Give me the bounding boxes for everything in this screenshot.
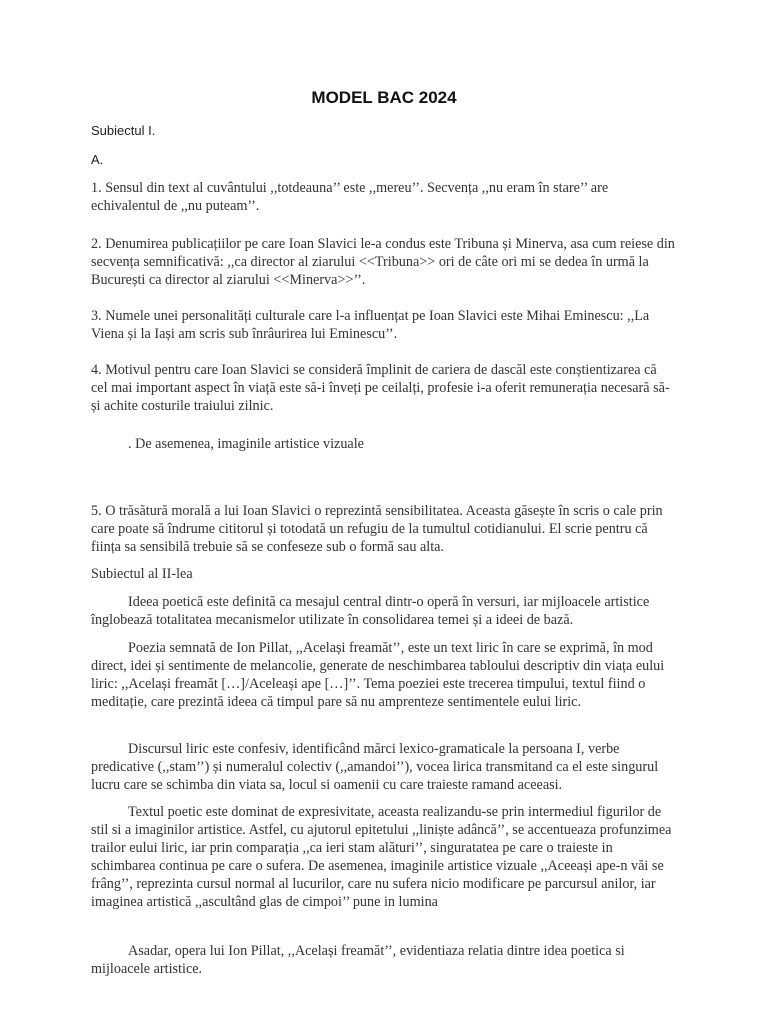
answer-item-2: 2. Denumirea publicațiilor pe care Ioan Slavici le-a condus este Tribuna și Minerva, asa cum reiese din secvența semnificativă: ,,ca director al ziarului <<Tribuna>> ori de câte ori mi se dedea în urmă la București ca director al ziarului <<Minerva>>’’. — [91, 236, 675, 288]
essay-paragraph-3: Discursul liric este confesiv, identificând mărci lexico-gramaticale la persoana I, verbe predicative (,,stam’’) și numeralul colectiv (,,amandoi’’), vocea lirica transmitand ca el este singurul lucru care se schimba din viata sa, locul si oamenii cu care traieste ramand aceeasi. — [91, 741, 659, 793]
essay-paragraph-1: Ideea poetică este definită ca mesajul central dintr-o operă în versuri, iar mijloacele artistice înglobează totalitatea mecanismelor utilizate în consolidarea temei și a ideei de bază. — [91, 594, 650, 628]
answer-item-3: 3. Numele unei personalități culturale care l-a influențat pe Ioan Slavici este Mihai Eminescu: ,,La Viena și la Iași am scris sub înrâurirea lui Eminescu’’. — [91, 308, 650, 342]
essay-paragraph-4: Textul poetic este dominat de expresivitate, aceasta realizandu-se prin intermediul figurilor de stil si a imaginilor artistice. Astfel, cu ajutorul epitetului ,,liniște adâncă’’, se accentueaza profunzimea trailor eului liric, iar prin comparația ,,ca ieri stam alături’’, singuratatea pe care o traieste in schimbarea continua pe care o sufera. De asemenea, imaginile artistice vizuale ,,Aceeași ape-n văi se frâng’’, reprezinta cursul normal al lucurilor, care nu sufera nicio modificare pe parcursul anilor, iar imaginea artistică ,,ascultând glas de cimpoi’’ pune in lumina — [91, 804, 672, 910]
subject-1-label: Subiectul I. — [91, 123, 156, 138]
essay-paragraph-2: Poezia semnată de Ion Pillat, ,,Același freamăt’’, este un text liric în care se exprimă, în mod direct, idei și sentimente de melancolie, generate de neschimbarea tabloului descriptiv din viața eului liric: ,,Același freamăt […]/Aceleași ape […]’’. Tema poeziei este trecerea timpului, textul fiind o meditație, care prezintă ideea că timpul pare să nu amprenteze sentimentele eului liric. — [91, 640, 665, 710]
stray-text-line: . De asemenea, imaginile artistice vizuale — [128, 436, 364, 452]
page-title: MODEL BAC 2024 — [311, 88, 457, 107]
answer-item-4: 4. Motivul pentru care Ioan Slavici se consideră împlinit de cariera de dascăl este conștientizarea că cel mai important aspect în viață este să-i înveți pe ceilalți, profesie i-a oferit remunerația necesară să-și achite costurile traiului zilnic. — [91, 362, 670, 414]
section-a-label: A. — [91, 152, 104, 167]
answer-item-5: 5. O trăsătură morală a lui Ioan Slavici o reprezintă sensibilitatea. Aceasta găsește în scris o cale prin care poate să îndrume cititorul și totodată un refugiu de la tumultul cotidianului. El scrie pentru că ființa sa sensibilă trebuie să se confeseze sub o formă sau alta. — [91, 503, 663, 555]
answer-item-1: 1. Sensul din text al cuvântului ,,totdeauna’’ este ,,mereu’’. Secvența ,,nu eram în stare’’ are echivalentul de ,,nu puteam’’. — [91, 180, 609, 214]
essay-paragraph-5: Asadar, opera lui Ion Pillat, ,,Același freamăt’’, evidentiaza relatia dintre idea poetica si mijloacele artistice. — [91, 943, 625, 977]
subject-2-label: Subiectul al II-lea — [91, 566, 193, 582]
